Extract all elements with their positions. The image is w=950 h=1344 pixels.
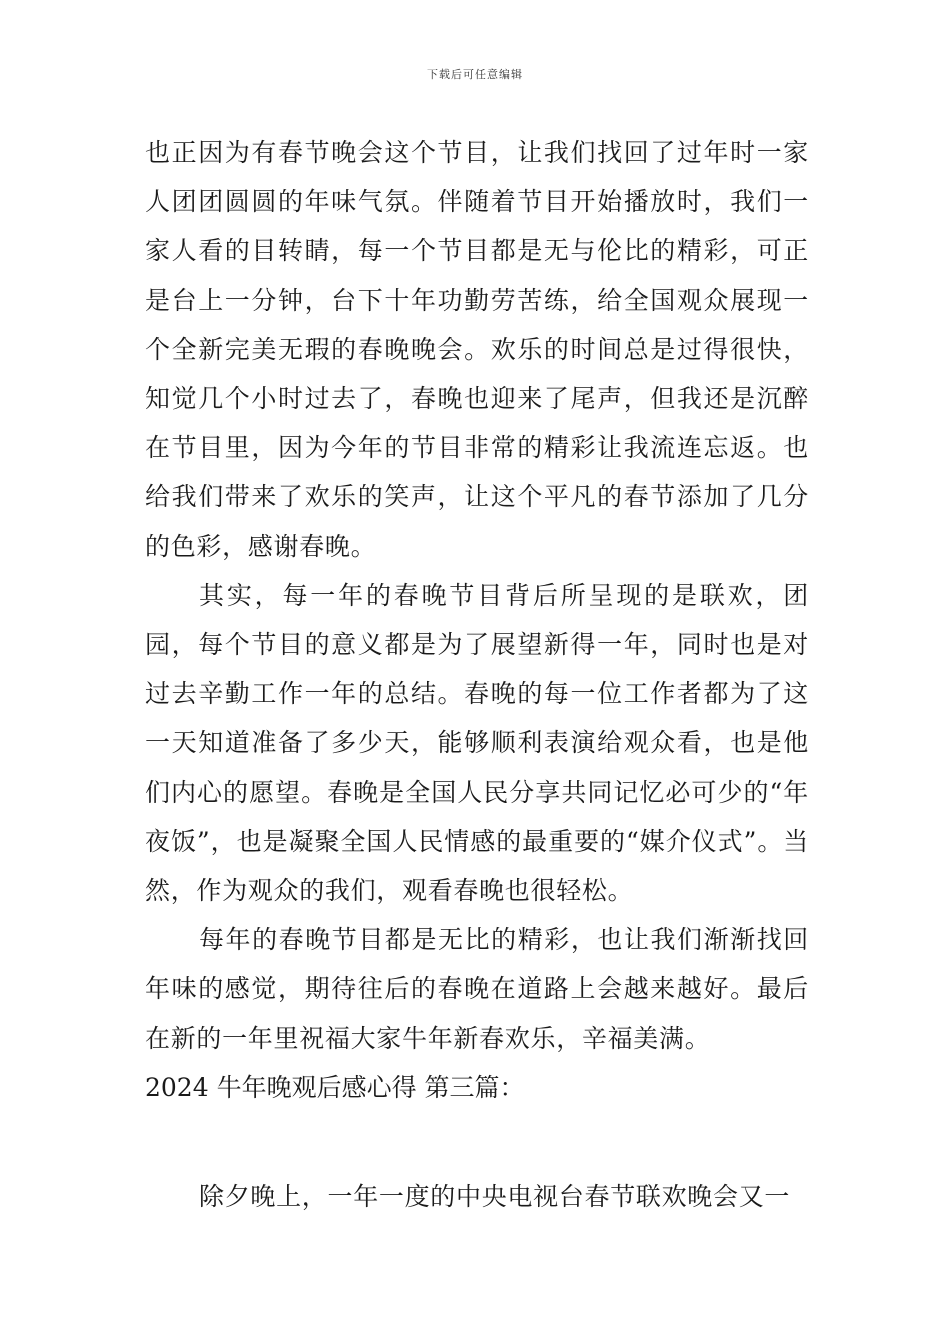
header-note: 下载后可任意编辑 — [427, 68, 523, 81]
document-body — [145, 128, 809, 1221]
paragraph-2: 其实，每一年的春晚节目背后所呈现的是联欢，团园，每个节目的意义都是为了展望新得一年，同时也是对过去辛勤工作一年的总结。春晚的每一位工作者都为了这一天知道准备了多少天，能够顺利表演给观众看，也是他们内心的愿望。春晚是全国人民分享共同记忆必可少的“年夜饭”，也是凝聚全国人民情感的最重要的“媒介仪式”。当然，作为观众的我们，观看春晚也很轻松。 — [145, 580, 809, 906]
paragraph-4: 除夕晚上，一年一度的中央电视台春节联欢晚会又一 — [199, 1182, 791, 1212]
spacer — [145, 1112, 809, 1172]
paragraph-1: 也正因为有春节晚会这个节目，让我们找回了过年时一家人团团圆圆的年味气氛。伴随着节目开始播放时，我们一家人看的目转睛，每一个节目都是无与伦比的精彩，可正是台上一分钟，台下十年功勤劳苦练，给全国观众展现一个全新完美无瑕的春晚晚会。欢乐的时间总是过得很快，知觉几个小时过去了，春晚也迎来了尾声，但我还是沉醉在节目里，因为今年的节目非常的精彩让我流连忘返。也给我们带来了欢乐的笑声，让这个平凡的春节添加了几分的色彩，感谢春晚。 — [145, 138, 809, 561]
section-heading: 2024 牛年晚观后感心得 第三篇： — [145, 1072, 525, 1102]
paragraph-3: 每年的春晚节目都是无比的精彩，也让我们渐渐找回年味的感觉，期待往后的春晚在道路上会越来越好。最后在新的一年里祝福大家牛年新春欢乐，辛福美满。 — [145, 925, 809, 1053]
